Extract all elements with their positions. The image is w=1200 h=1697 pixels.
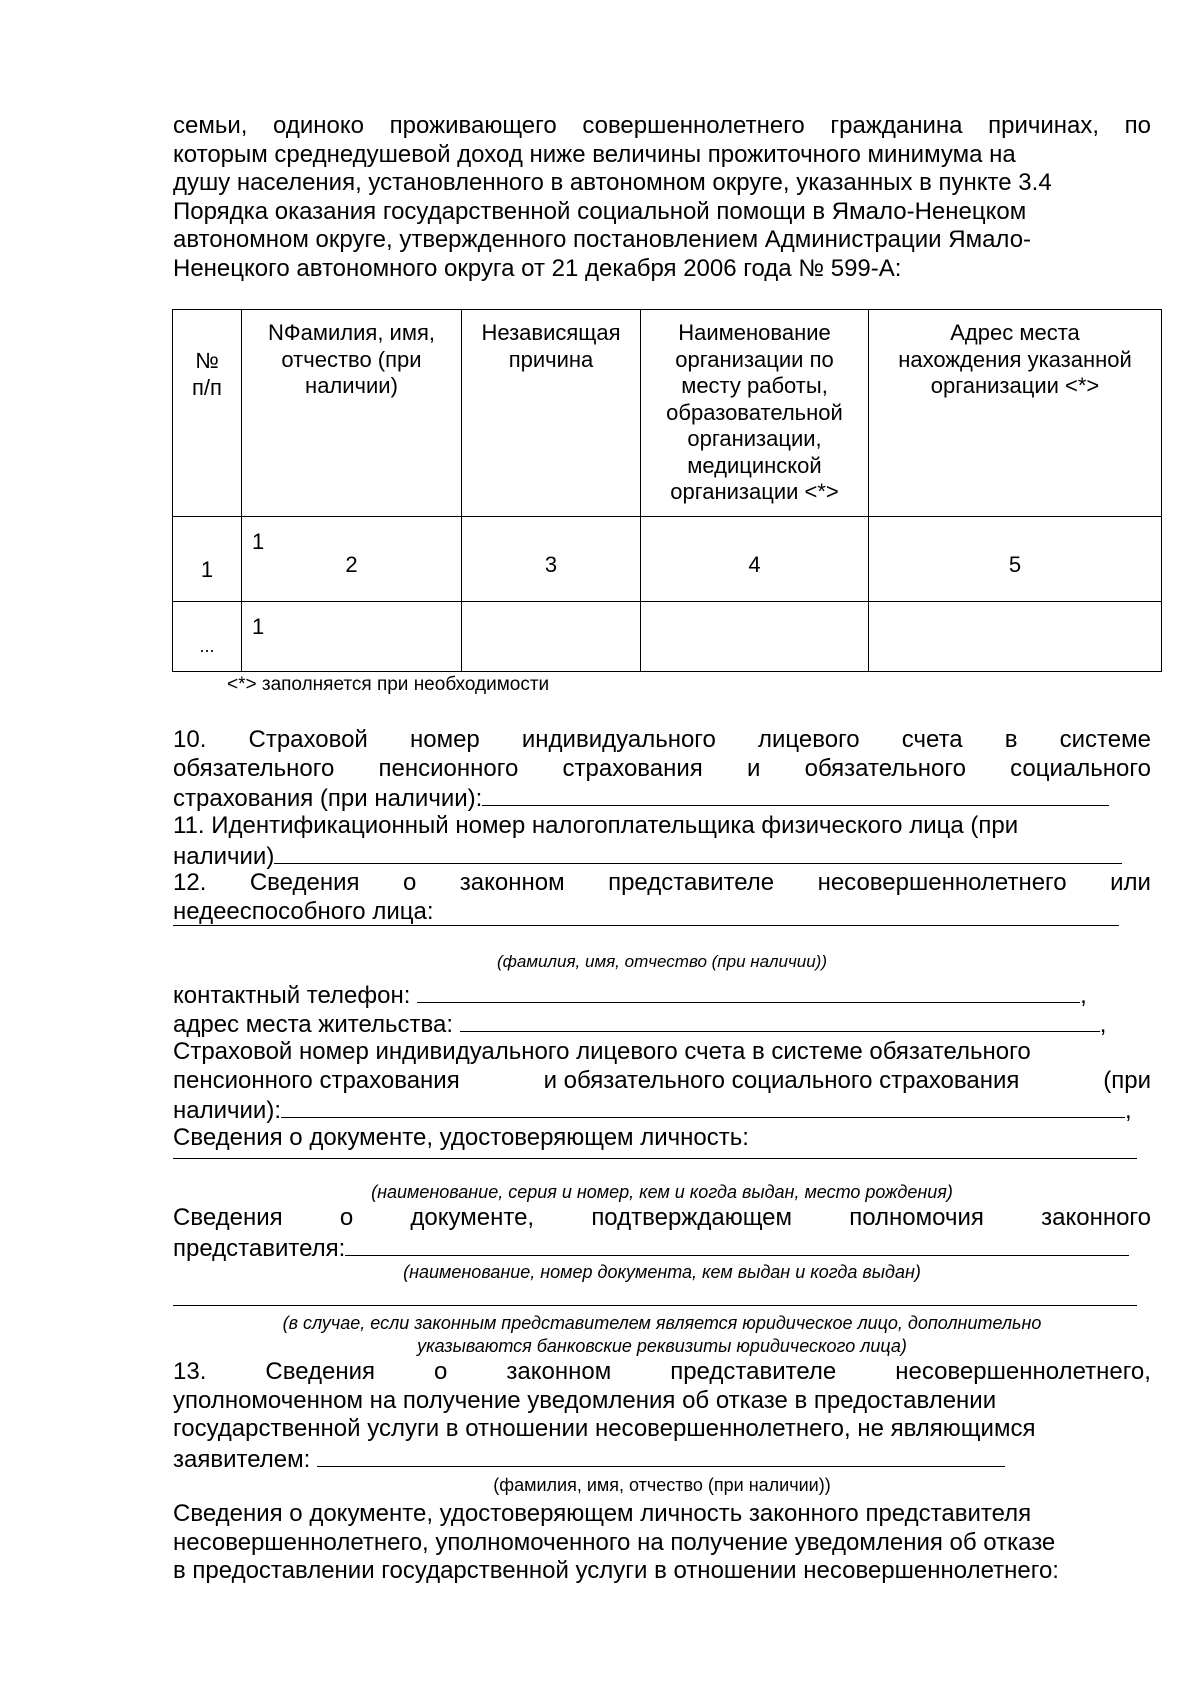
doc-label: Сведения о документе, удостоверяющем личность:: [173, 1124, 749, 1151]
snils-input-line[interactable]: [482, 783, 1109, 806]
item-12: 12. Сведения о законном представителе несовершеннолетнего или недееспособного лица:: [173, 869, 1151, 925]
inn-input-line[interactable]: [274, 841, 1122, 864]
cell-reason: 3: [462, 517, 641, 602]
intro-line: Порядка оказания государственной социальной помощи в Ямало-Ненецком: [173, 197, 1027, 225]
header-num: № п/п: [173, 310, 242, 517]
header-org: Наименование организации по месту работы, образовательной организации, медицинской организации <*>: [641, 310, 869, 517]
rep-snils-input-line[interactable]: [281, 1095, 1125, 1118]
caption-legal-2: указываются банковские реквизиты юридического лица): [417, 1336, 907, 1356]
reasons-table: [172, 309, 1162, 672]
authority-doc-input-line[interactable]: [345, 1233, 1129, 1256]
header-reason: Независящая причина: [462, 310, 641, 517]
identity-doc-line[interactable]: [173, 1158, 1137, 1159]
intro-paragraph: [173, 112, 1151, 283]
cell-num: ...: [173, 602, 242, 672]
item-10-line1: 10. Страховой номер индивидуального лицевого счета в системе: [173, 726, 1151, 753]
table-header-row: [173, 310, 1162, 517]
item-12-line1: 12. Сведения о законном представителе несовершеннолетнего или: [173, 869, 1151, 896]
cell-name: 1 2: [242, 517, 462, 602]
representative-fio-line[interactable]: [173, 925, 1119, 926]
authority-doc: Сведения о документе, подтверждающем полномочия законного представителя:: [173, 1204, 1151, 1262]
item-13: 13. Сведения о законном представителе несовершеннолетнего, уполномоченном на получение уведомления об отказе в предоставлении государственной услуги в отношении несовершеннолетнего, не являющимся заявителем:: [173, 1358, 1151, 1473]
item13-fio-input-line[interactable]: [317, 1444, 1005, 1467]
caption-legal-1: (в случае, если законным представителем является юридическое лицо, дополнительно: [282, 1313, 1042, 1333]
cell-name: 1: [242, 602, 462, 672]
item-10-line2: обязательного пенсионного страхования и обязательного социального: [173, 754, 1151, 782]
rep-snils: Страховой номер индивидуального лицевого счета в системе обязательного пенсионного страхования и обязательного социального страхования (при наличии): ,: [173, 1038, 1151, 1124]
header-address: Адрес места нахождения указанной организации <*>: [869, 310, 1162, 517]
caption-fio: (фамилия, имя, отчество (при наличии)): [497, 952, 827, 971]
item-11: 11. Идентификационный номер налогоплательщика физического лица (при наличии): [173, 812, 1151, 871]
legal-entity-line[interactable]: [173, 1305, 1137, 1306]
table-row: [173, 517, 1162, 602]
phone-input-line[interactable]: [417, 980, 1080, 1003]
cell-address: [869, 602, 1162, 672]
cell-num: 1: [173, 517, 242, 602]
caption-doc: (наименование, серия и номер, кем и когда выдан, место рождения): [371, 1182, 953, 1202]
intro-line: душу населения, установленного в автономном округе, указанных в пункте 3.4: [173, 169, 1052, 196]
address-input-line[interactable]: [460, 1009, 1100, 1032]
header-name: NФамилия, имя, отчество (при наличии): [242, 310, 462, 517]
caption-authority: (наименование, номер документа, кем выдан и когда выдан): [403, 1262, 921, 1282]
cell-org: [641, 602, 869, 672]
intro-line: Ненецкого автономного округа от 21 декабря 2006 года № 599-А:: [173, 254, 902, 282]
last-paragraph: Сведения о документе, удостоверяющем личность законного представителя несовершеннолетнего, уполномоченного на получение уведомления об отказе в предоставлении государственной услуги в отношении несовершеннолетнего:: [173, 1500, 1059, 1584]
address-row: адрес места жительства: ,: [173, 1011, 1107, 1038]
intro-line: автономном округе, утвержденного постановлением Администрации Ямало-: [173, 226, 1032, 253]
intro-line: которым среднедушевой доход ниже величины прожиточного минимума на: [173, 140, 1016, 168]
item-10: [173, 726, 1151, 814]
table-row: [173, 602, 1162, 672]
caption-fio-plain: (фамилия, имя, отчество (при наличии)): [493, 1475, 831, 1495]
item-10-line3: страхования (при наличии):: [173, 783, 1151, 814]
intro-line: семьи, одиноко проживающего совершеннолетнего гражданина причинах, по: [173, 112, 1151, 139]
cell-org: 4: [641, 517, 869, 602]
table-footnote: <*> заполняется при необходимости: [227, 674, 550, 695]
cell-reason: [462, 602, 641, 672]
phone-row: контактный телефон: ,: [173, 982, 1087, 1009]
cell-address: 5: [869, 517, 1162, 602]
